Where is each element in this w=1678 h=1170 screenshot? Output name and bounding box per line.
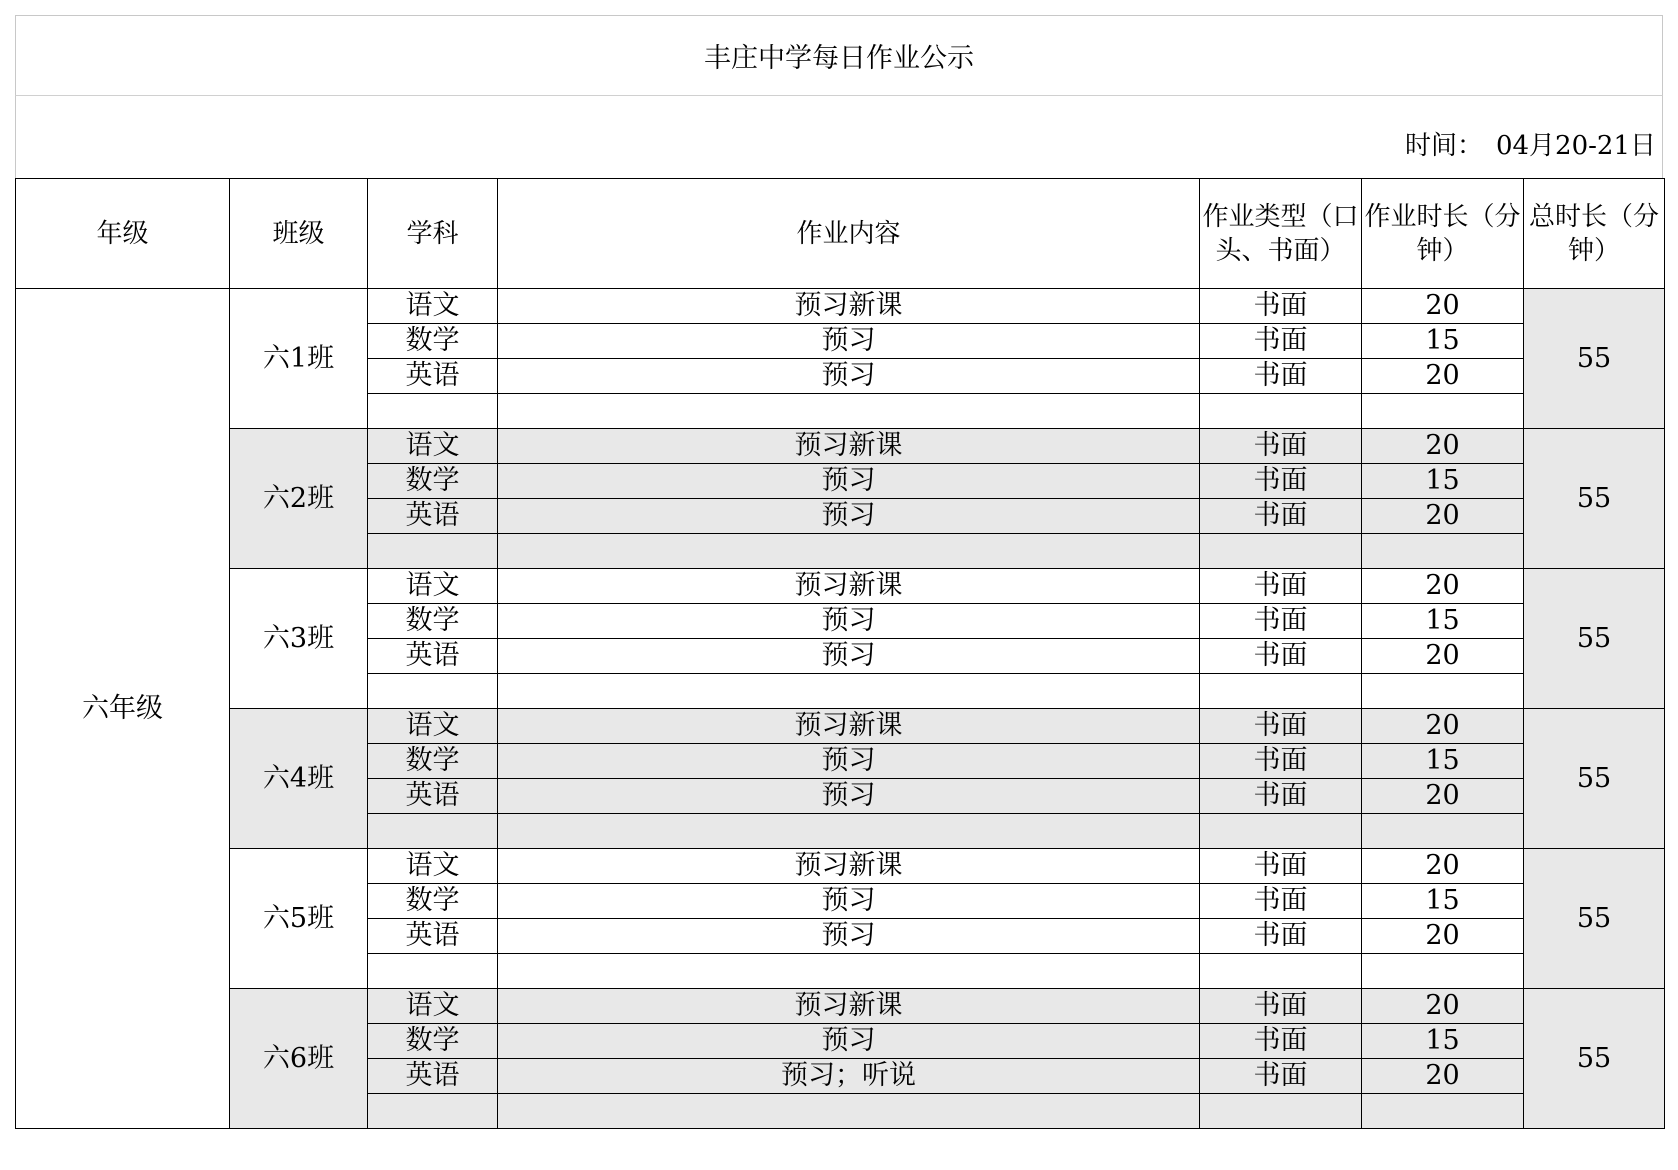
header-row — [16, 179, 1665, 289]
content-cell: 预习 — [498, 499, 1200, 534]
content-cell: 预习 — [498, 919, 1200, 954]
duration-cell — [1362, 814, 1524, 849]
type-cell — [1200, 394, 1362, 429]
table-body — [16, 289, 1665, 1129]
content-cell — [498, 814, 1200, 849]
class-cell: 六6班 — [230, 989, 368, 1129]
subject-cell — [368, 1094, 498, 1129]
duration-cell — [1362, 394, 1524, 429]
content-cell: 预习新课 — [498, 289, 1200, 324]
content-cell: 预习新课 — [498, 569, 1200, 604]
type-cell: 书面 — [1200, 919, 1362, 954]
type-cell: 书面 — [1200, 1024, 1362, 1059]
header-grade: 年级 — [16, 179, 230, 289]
duration-cell: 20 — [1362, 499, 1524, 534]
content-cell — [498, 394, 1200, 429]
subject-cell: 语文 — [368, 989, 498, 1024]
type-cell: 书面 — [1200, 359, 1362, 394]
duration-cell: 15 — [1362, 1024, 1524, 1059]
subject-cell: 数学 — [368, 1024, 498, 1059]
content-cell — [498, 674, 1200, 709]
duration-cell: 20 — [1362, 849, 1524, 884]
subject-cell: 英语 — [368, 639, 498, 674]
date-line: 时间： 04月20-21日 — [15, 96, 1663, 178]
content-cell: 预习 — [498, 604, 1200, 639]
total-cell: 55 — [1524, 569, 1665, 709]
type-cell: 书面 — [1200, 499, 1362, 534]
subject-cell — [368, 394, 498, 429]
type-cell: 书面 — [1200, 604, 1362, 639]
subject-cell: 英语 — [368, 499, 498, 534]
grade-cell: 六年级 — [16, 289, 230, 1129]
duration-cell: 20 — [1362, 569, 1524, 604]
content-cell — [498, 954, 1200, 989]
class-cell: 六3班 — [230, 569, 368, 709]
duration-cell: 20 — [1362, 429, 1524, 464]
content-cell: 预习 — [498, 464, 1200, 499]
class-cell: 六1班 — [230, 289, 368, 429]
duration-cell: 20 — [1362, 1059, 1524, 1094]
total-cell: 55 — [1524, 849, 1665, 989]
duration-cell: 15 — [1362, 324, 1524, 359]
duration-cell: 20 — [1362, 359, 1524, 394]
content-cell: 预习 — [498, 779, 1200, 814]
class-cell: 六2班 — [230, 429, 368, 569]
subject-cell: 语文 — [368, 289, 498, 324]
type-cell: 书面 — [1200, 1059, 1362, 1094]
type-cell: 书面 — [1200, 324, 1362, 359]
duration-cell: 15 — [1362, 604, 1524, 639]
subject-cell: 数学 — [368, 604, 498, 639]
type-cell: 书面 — [1200, 464, 1362, 499]
type-cell: 书面 — [1200, 884, 1362, 919]
subject-cell: 语文 — [368, 569, 498, 604]
subject-cell — [368, 534, 498, 569]
content-cell — [498, 1094, 1200, 1129]
table-row — [16, 429, 1665, 464]
content-cell — [498, 534, 1200, 569]
class-cell: 六5班 — [230, 849, 368, 989]
type-cell — [1200, 674, 1362, 709]
subject-cell: 英语 — [368, 779, 498, 814]
header-type: 作业类型（口头、书面） — [1200, 179, 1362, 289]
duration-cell: 20 — [1362, 779, 1524, 814]
type-cell: 书面 — [1200, 289, 1362, 324]
type-cell — [1200, 814, 1362, 849]
subject-cell: 数学 — [368, 884, 498, 919]
subject-cell: 数学 — [368, 324, 498, 359]
content-cell: 预习 — [498, 884, 1200, 919]
table-row — [16, 849, 1665, 884]
table-row — [16, 569, 1665, 604]
type-cell — [1200, 1094, 1362, 1129]
content-cell: 预习新课 — [498, 709, 1200, 744]
subject-cell — [368, 954, 498, 989]
header-content: 作业内容 — [498, 179, 1200, 289]
duration-cell: 20 — [1362, 639, 1524, 674]
subject-cell: 语文 — [368, 709, 498, 744]
duration-cell: 15 — [1362, 464, 1524, 499]
duration-cell — [1362, 1094, 1524, 1129]
subject-cell: 英语 — [368, 1059, 498, 1094]
subject-cell — [368, 674, 498, 709]
header-class: 班级 — [230, 179, 368, 289]
subject-cell: 数学 — [368, 744, 498, 779]
type-cell — [1200, 954, 1362, 989]
subject-cell: 语文 — [368, 849, 498, 884]
total-cell: 55 — [1524, 429, 1665, 569]
duration-cell: 15 — [1362, 884, 1524, 919]
duration-cell — [1362, 954, 1524, 989]
total-cell: 55 — [1524, 709, 1665, 849]
duration-cell: 20 — [1362, 919, 1524, 954]
subject-cell: 数学 — [368, 464, 498, 499]
subject-cell: 语文 — [368, 429, 498, 464]
type-cell: 书面 — [1200, 639, 1362, 674]
content-cell: 预习 — [498, 324, 1200, 359]
duration-cell: 20 — [1362, 289, 1524, 324]
content-cell: 预习 — [498, 744, 1200, 779]
total-cell: 55 — [1524, 989, 1665, 1129]
duration-cell — [1362, 674, 1524, 709]
duration-cell — [1362, 534, 1524, 569]
type-cell: 书面 — [1200, 779, 1362, 814]
type-cell: 书面 — [1200, 429, 1362, 464]
duration-cell: 15 — [1362, 744, 1524, 779]
table-row — [16, 989, 1665, 1024]
page-title: 丰庄中学每日作业公示 — [15, 15, 1663, 96]
duration-cell: 20 — [1362, 709, 1524, 744]
subject-cell: 英语 — [368, 359, 498, 394]
duration-cell: 20 — [1362, 989, 1524, 1024]
content-cell: 预习 — [498, 359, 1200, 394]
content-cell: 预习新课 — [498, 429, 1200, 464]
type-cell: 书面 — [1200, 569, 1362, 604]
total-cell: 55 — [1524, 289, 1665, 429]
header-total: 总时长（分钟） — [1524, 179, 1665, 289]
subject-cell — [368, 814, 498, 849]
type-cell: 书面 — [1200, 709, 1362, 744]
type-cell: 书面 — [1200, 744, 1362, 779]
header-duration: 作业时长（分钟） — [1362, 179, 1524, 289]
type-cell — [1200, 534, 1362, 569]
content-cell: 预习 — [498, 1024, 1200, 1059]
table-row — [16, 289, 1665, 324]
content-cell: 预习新课 — [498, 849, 1200, 884]
type-cell: 书面 — [1200, 849, 1362, 884]
class-cell: 六4班 — [230, 709, 368, 849]
homework-table — [15, 178, 1665, 1129]
subject-cell: 英语 — [368, 919, 498, 954]
header-subject: 学科 — [368, 179, 498, 289]
content-cell: 预习 — [498, 639, 1200, 674]
type-cell: 书面 — [1200, 989, 1362, 1024]
content-cell: 预习新课 — [498, 989, 1200, 1024]
content-cell: 预习；听说 — [498, 1059, 1200, 1094]
table-row — [16, 709, 1665, 744]
